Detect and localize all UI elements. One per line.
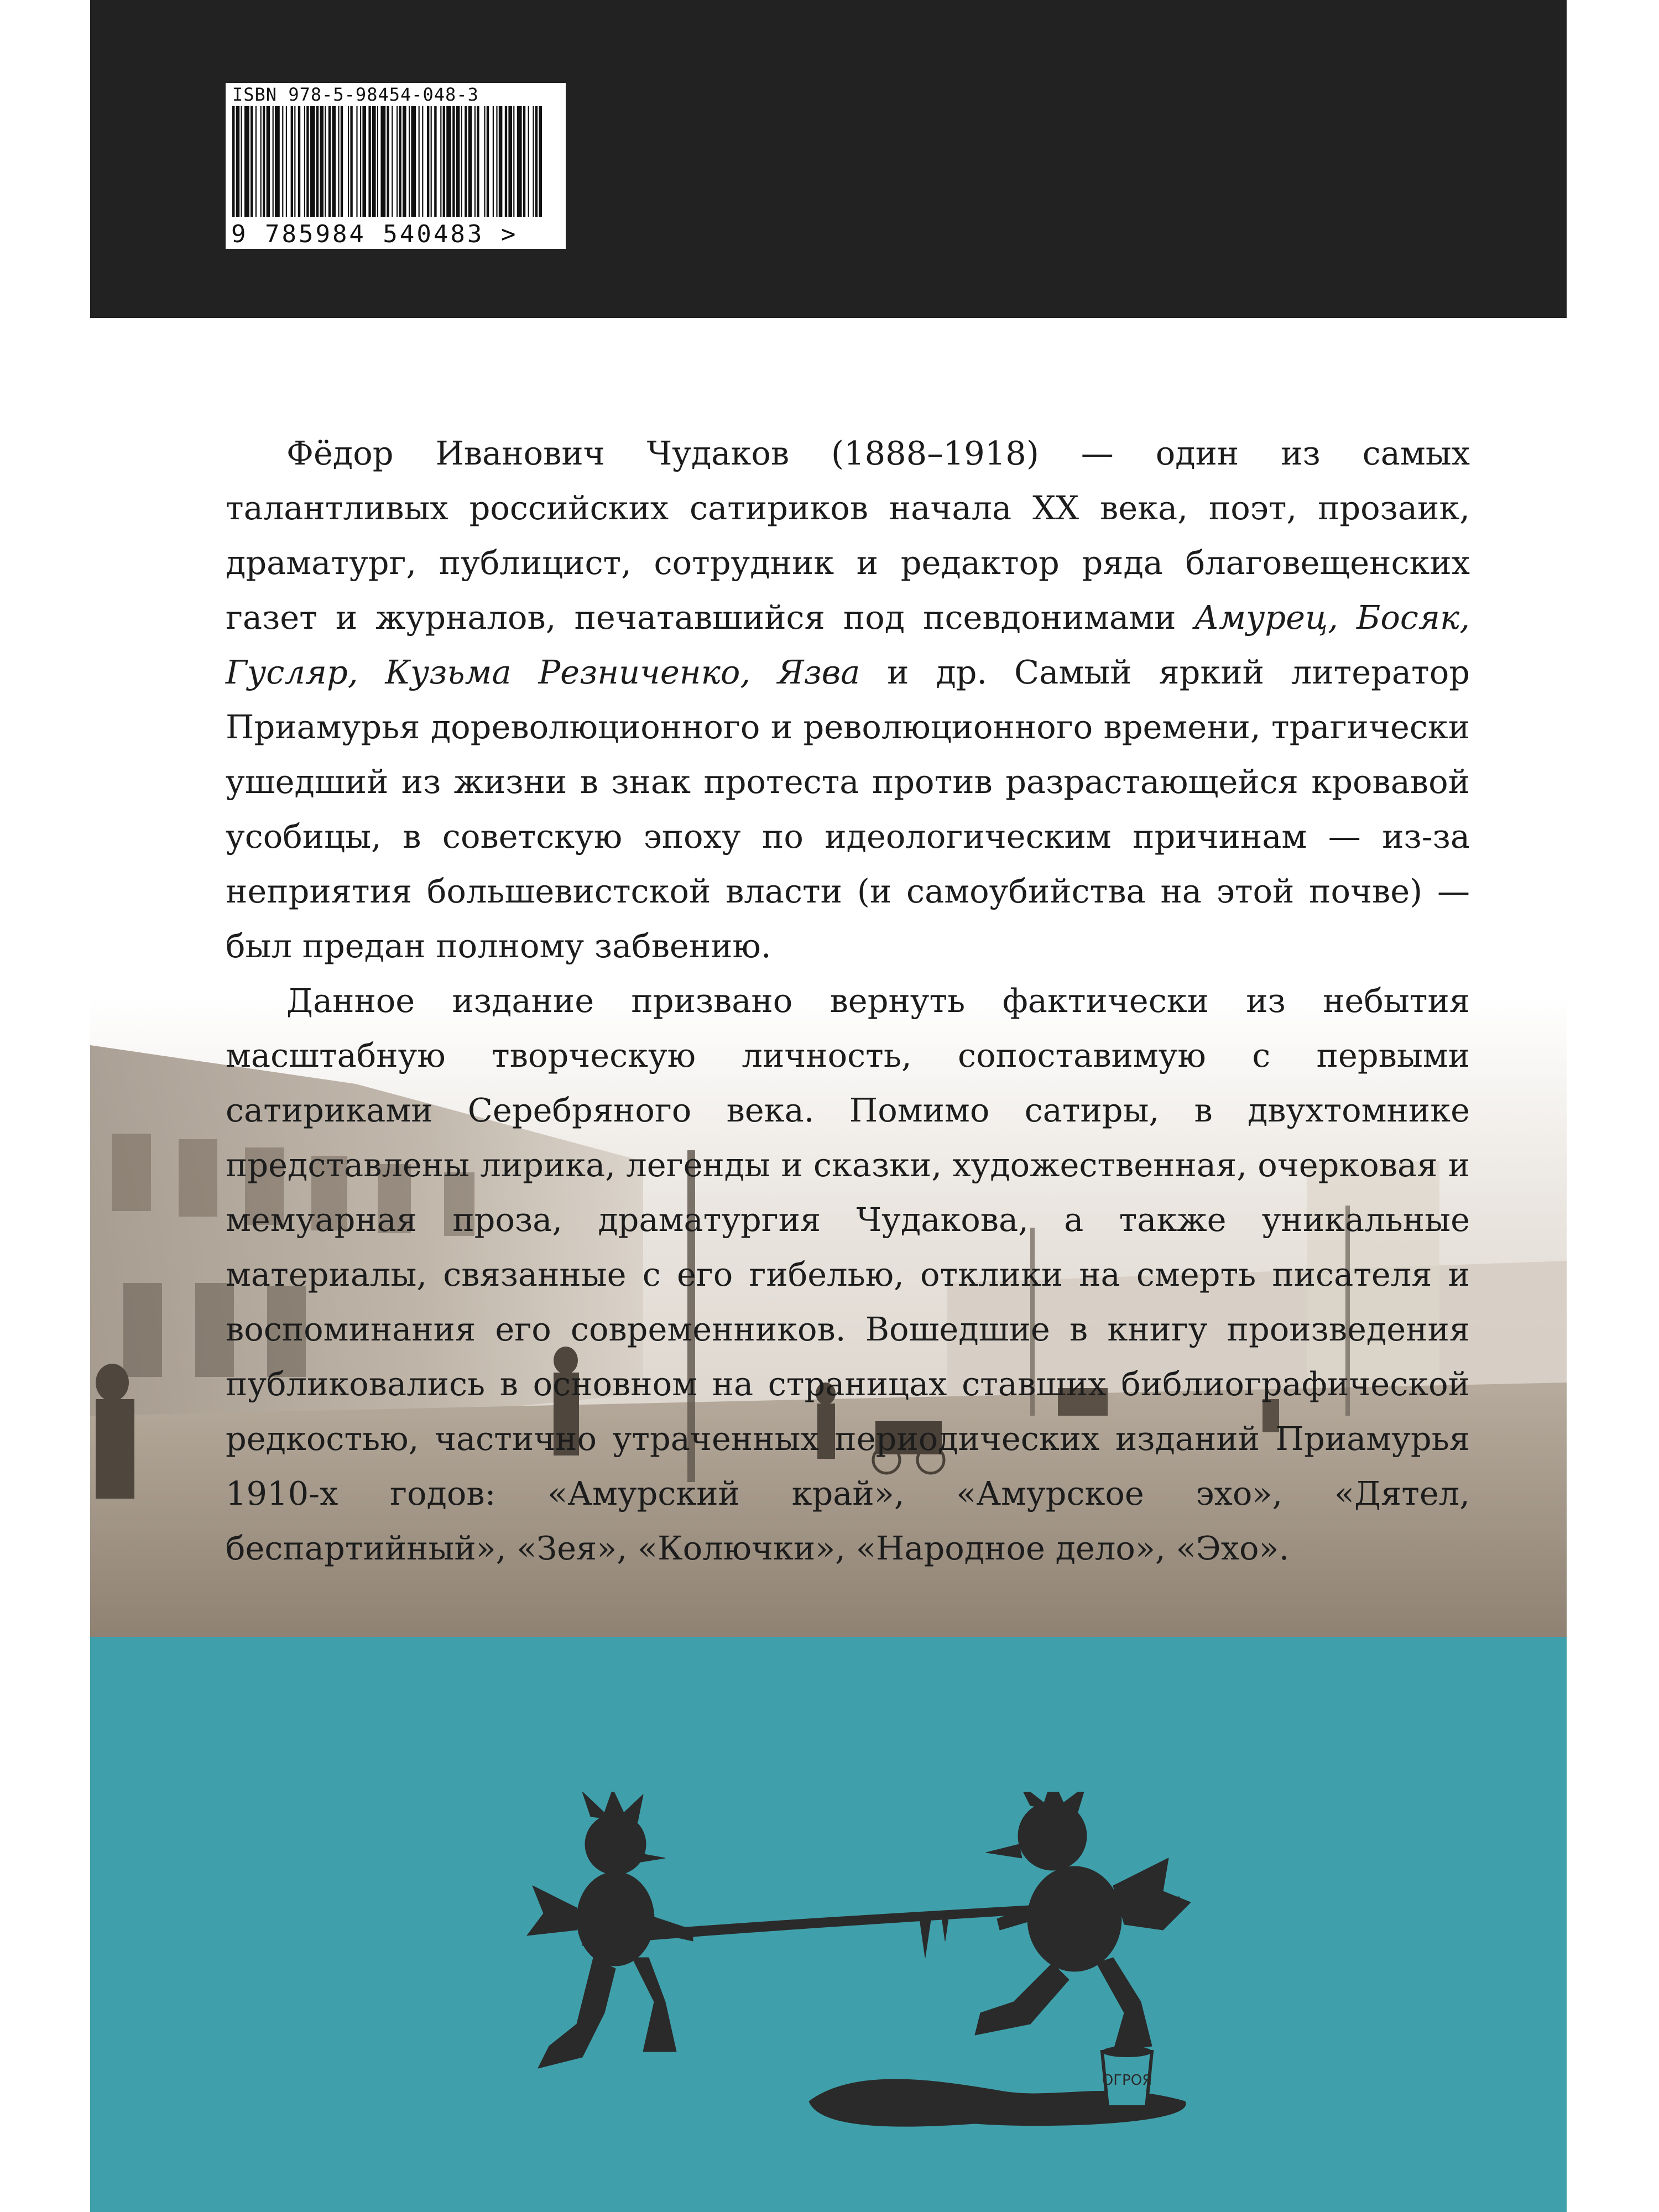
pseudonyms: Амурец, Босяк, Гусляр, Кузьма Резниченко, Язва xyxy=(226,598,1470,691)
annotation-paragraph-2: Данное издание призвано вернуть фактически из небытия масштабную творческую личность, сопоставимую с первыми сатириками Серебряного века. Помимо сатиры, в двухтомнике представлены лирика, легенды и сказки, художественная, очерковая и мемуарная проза, драматургия Чудакова, а также уникальные материалы, связанные с его гибелью, отклики на смерть писателя и воспоминания его современников. Вошедшие в книгу произведения публиковались в основном на страницах ставших библиографической редкостью, частично утраченных периодических изданий Приамурья 1910-х годов: «Амурский край», «Амурское эхо», «Дятел, беспартийный», «Зея», «Колючки», «Народное дело», «Эхо». xyxy=(226,982,1470,1567)
annotation-paragraph-1: Фёдор Иванович Чудаков (1888–1918) — один из самых талантливых российских сатириков начала ХХ века, поэт, прозаик, драматург, публицист, сотрудник и редактор ряда благовещенских газет и журналов, печатавшийся под псевдонимами Амурец, Босяк, Гусляр, Кузьма Резниченко, Язва и др. Самый яркий литератор Приамурья дореволюционного и революционного времени, трагически ушедший из жизни в знак протеста против разрастающейся кровавой усобицы, в советскую эпоху по идеологическим причинам — из-за неприятия большевистской власти (и самоубийства на этой почве) — был предан полному забвению. xyxy=(226,434,1470,965)
bucket-label: ОГРОЯ xyxy=(1102,2072,1152,2089)
isbn-digits: 9 785984 540483 > xyxy=(231,220,518,248)
book-back-cover xyxy=(90,0,1567,2212)
isbn-barcode xyxy=(226,83,566,249)
annotation-text xyxy=(226,426,1470,1575)
caricature-illustration xyxy=(499,1792,1262,2135)
isbn-label: ISBN 978-5-98454-048-3 xyxy=(232,84,479,105)
barcode-bars xyxy=(232,106,542,217)
top-dark-band xyxy=(90,0,1567,318)
